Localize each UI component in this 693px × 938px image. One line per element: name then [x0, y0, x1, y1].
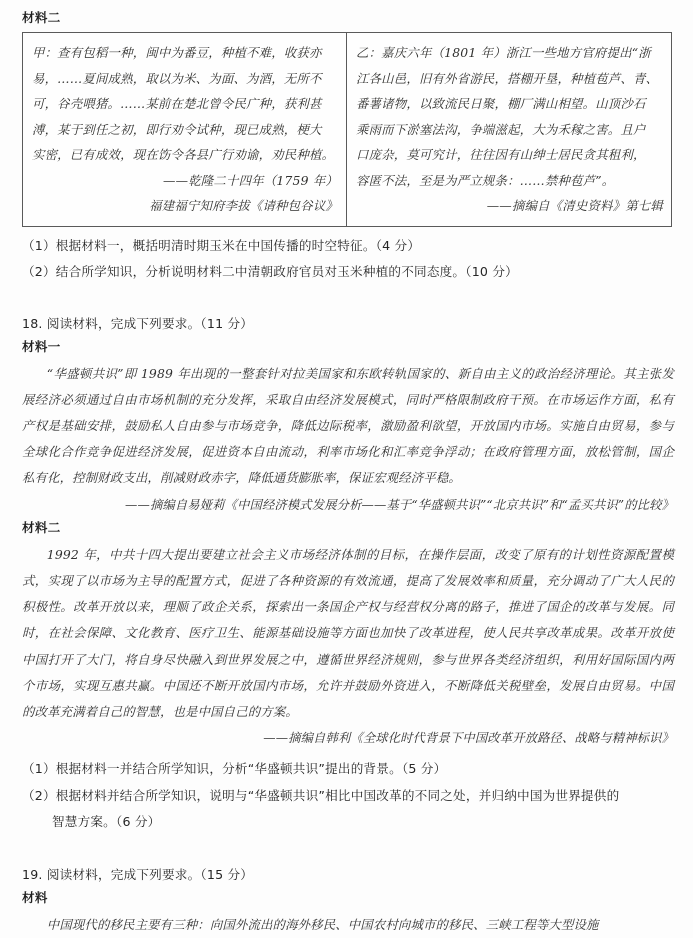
source-line: 番薯诸物，以致流民日聚，棚厂满山相望。山顶沙石 [356, 96, 646, 111]
q18-material-one-label: 材料一 [22, 338, 61, 354]
q18-question-1 [22, 756, 674, 783]
source-attribution-date: ——乾隆二十四年（1759 年） [163, 172, 338, 188]
source-line: 容匿不法，至是为严立规条：……禁种苞芦”。 [356, 172, 615, 188]
source-line: 溥，某于到任之初，即行劝令试种，现已成熟，梗大 [32, 121, 322, 137]
q18-question-2-text: （2）根据材料并结合所学知识，说明与“华盛顿共识”相比中国改革的不同之处，并归纳中国为世界提供的 [22, 787, 620, 803]
q18-material-two-label: 材料二 [22, 519, 61, 535]
source-line: 乘雨而下淤塞法沟，争端滋起，大为禾稼之害。且户 [356, 121, 646, 137]
source-line: 乙：嘉庆六年（1801 年）浙江一些地方官府提出“浙 [356, 45, 651, 60]
question-18-heading: 18. 阅读材料，完成下列要求。（11 分） [22, 315, 254, 331]
question-item: （2）结合所学知识，分析说明材料二中清朝政府官员对玉米种植的不同态度。（10 分） [22, 263, 518, 279]
source-line: 口庞杂，莫可究计，往往因有山绅士居民贪其租利， [356, 147, 646, 162]
source-line: 易，……夏间成熟，取以为米、为面、为酒，无所不 [32, 70, 322, 86]
q18-material-two-attribution: ——摘编自韩利《全球化时代背景下中国改革开放路径、战略与精神标识》 [263, 731, 674, 746]
question-item: （1）根据材料一，概括明清时期玉米在中国传播的时空特征。（4 分） [22, 237, 421, 253]
source-line: 实密，已有成效，现在饬令各县广行劝谕，劝民种植。 [32, 147, 335, 162]
q18-material-two-text: 1992 年，中共十四大提出要建立社会主义市场经济体制的目标，在操作层面，改变了原有的计划性资源配置模式，实现了以市场为主导的配置方式，促进了各种资源的有效流通，提高了发展效率和质量，充分调动了广大人民的积极性。改革开放以来，理顺了政企关系，探索出一条国企产权与经营权分离的路子，推进了国企的改革与发展。同时，在社会保障、文化教育、医疗卫生、能源基础设施等方面也加快了改革进程，使人民共享改革成果。改革开放使中国打开了大门，将自身尽快融入到世界发展之中，遵循世界经济规则，参与世界各类经济组织，利用好国际国内两个市场，实现互惠共赢。中国还不断开放国内市场，允许并鼓励外资进入，不断降低关税壁垒，发展自由贸易。中国的改革充满着自己的智慧，也是中国自己的方案。 [22, 546, 674, 719]
q18-question-2 [22, 783, 674, 836]
source-cell-jia [23, 33, 347, 226]
page-content [22, 8, 674, 938]
source-attribution: ——摘编自《清史资料》第七辑 [486, 198, 663, 213]
q18-question-2-continuation: 智慧方案。（6 分） [52, 814, 161, 830]
source-line: 甲：查有包稻一种，闽中为番豆，种植不难，收获亦 [32, 45, 322, 60]
source-cell-yi [347, 33, 671, 226]
source-line: 可，谷壳喂猪。……某前在楚北曾令民广种，获利甚 [32, 96, 322, 111]
spacer [22, 285, 674, 311]
spacer [22, 836, 674, 862]
source-table [22, 32, 672, 227]
q18-question-1-text: （1）根据材料一并结合所学知识，分析“华盛顿共识”提出的背景。（5 分） [22, 761, 447, 777]
source-attribution-author: 福建福宁知府李拔《请种包谷议》 [149, 198, 338, 213]
q19-material-text: 中国现代的移民主要有三种：向国外流出的海外移民、中国农村向城市的移民、三峡工程等大型设施 [46, 916, 599, 932]
q18-material-one-attribution: ——摘编自易娅莉《中国经济模式发展分析——基于“华盛顿共识”“北京共识”和“孟买共识”的比较》 [125, 497, 674, 512]
material-two-label: 材料二 [22, 10, 61, 25]
question-19-heading: 19. 阅读材料，完成下列要求。（15 分） [22, 866, 254, 882]
q19-material-label: 材料 [22, 889, 48, 905]
q18-material-one-text: “华盛顿共识”即 1989 年出现的一整套针对拉美国家和东欧转轨国家的、新自由主义的政治经济理论。其主张发展经济必须通过自由市场机制的充分发挥，采取自由经济发展模式，同时严格限制政府干预。在市场运作方面，私有产权是基础安排，鼓励私人自由参与市场竞争，降低边际税率，激励盈利欲望，开放国内市场。实施自由贸易，参与全球化合作竞争促进经济发展，促进资本自由流动，利率市场化和汇率竞争浮动；在政府管理方面，放松管制，国企私有化，控制财政支出，削减财政赤字，降低通货膨胀率，保证宏观经济平稳。 [22, 365, 674, 486]
source-line: 江各山邑，旧有外省游民，搭棚开垦，种植苞芦、青、 [356, 70, 659, 86]
